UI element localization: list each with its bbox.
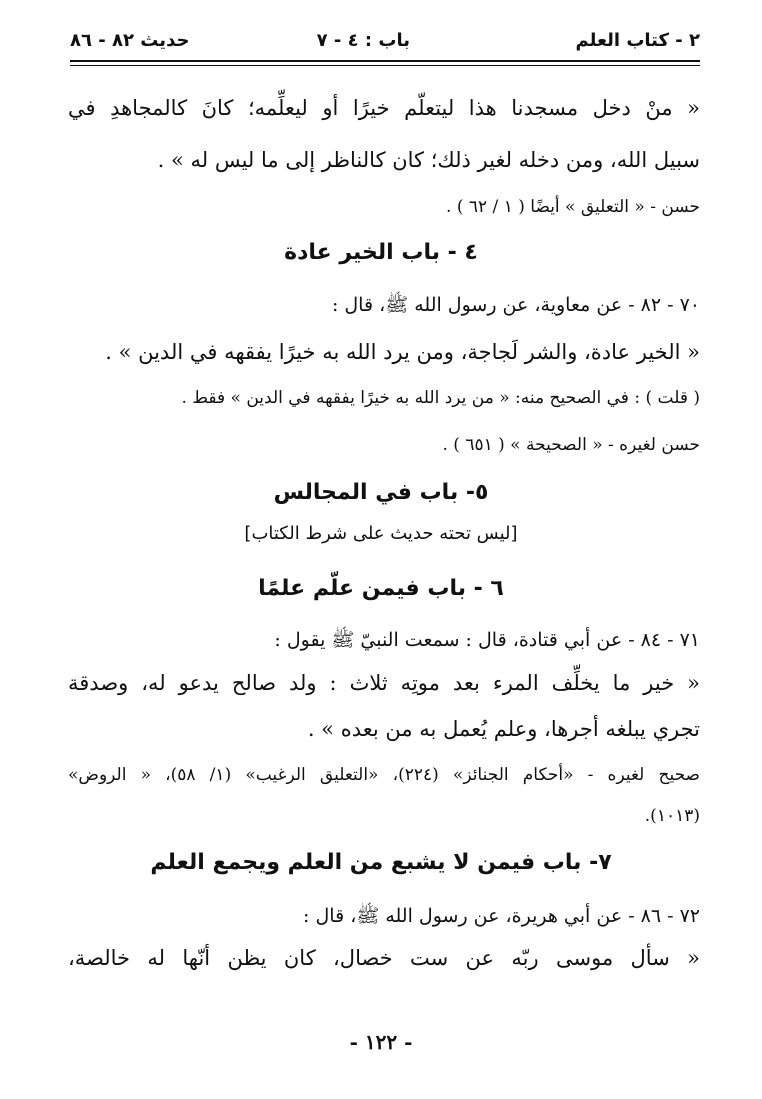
hadith-text-71a: « خير ما يخلِّف المرء بعد موتِه ثلاث : ولد صالح يدعو له، وصدقة [68, 671, 700, 695]
running-header [70, 26, 700, 60]
chapter-heading-7: ٧- باب فيمن لا يشبع من العلم ويجمع العلم [150, 850, 612, 875]
header-rule [70, 60, 700, 62]
hadith-text-72: « سأل موسى ربّه عن ست خصال، كان يظن أنّها له خالصة، [68, 946, 700, 970]
hadith-intro-71: ٧١ - ٨٤ - عن أبي قتادة، قال : سمعت النبيّ ﷺ يقول : [274, 629, 700, 651]
header-chapter-range: باب : ٤ - ٧ [316, 30, 410, 51]
hadith-intro-72: ٧٢ - ٨٦ - عن أبي هريرة، عن رسول الله ﷺ، قال : [303, 905, 700, 927]
hadith-text-71b: تجري يبلغه أجرها، وعلم يُعمل به من بعده » . [307, 717, 700, 741]
hadith-text-70: « الخير عادة، والشر لَجاجة، ومن يرد الله به خيرًا يفقهه في الدين » . [105, 340, 700, 364]
header-book-title: ٢ - كتاب العلم [575, 30, 700, 51]
text-line-1: « منْ دخل مسجدنا هذا ليتعلّم خيرًا أو ليعلِّمه؛ كانَ كالمجاهدِ في [68, 96, 700, 120]
grading-line-1: حسن - « التعليق » أيضًا ( ١ / ٦٢ ) . [446, 197, 700, 217]
header-hadith-range: حديث ٨٢ - ٨٦ [70, 30, 190, 51]
chapter-5-note: [ليس تحته حديث على شرط الكتاب] [244, 523, 518, 544]
chapter-heading-6: ٦ - باب فيمن علّم علمًا [258, 576, 504, 601]
hadith-intro-70: ٧٠ - ٨٢ - عن معاوية، عن رسول الله ﷺ، قال : [331, 294, 700, 316]
note-line: ( قلت ) : في الصحيح منه: « من يرد الله به خيرًا يفقهه في الدين » فقط . [181, 388, 700, 408]
header-rule-thin [70, 65, 700, 66]
chapter-heading-5: ٥- باب في المجالس [273, 480, 489, 505]
chapter-heading-4: ٤ - باب الخير عادة [284, 240, 478, 265]
text-line-2: سبيل الله، ومن دخله لغير ذلك؛ كان كالناظر إلى ما ليس له » . [157, 148, 700, 172]
grading-line-3: صحيح لغيره - «أحكام الجنائز» (٢٢٤)، «التعليق الرغيب» (١/ ٥٨)، « الروض» [68, 765, 700, 785]
grading-line-3-cont: (١٠١٣). [644, 806, 700, 826]
page-number: - ١٢٢ - [349, 1030, 413, 1054]
grading-line-2: حسن لغيره - « الصحيحة » ( ٦٥١ ) . [442, 435, 700, 455]
